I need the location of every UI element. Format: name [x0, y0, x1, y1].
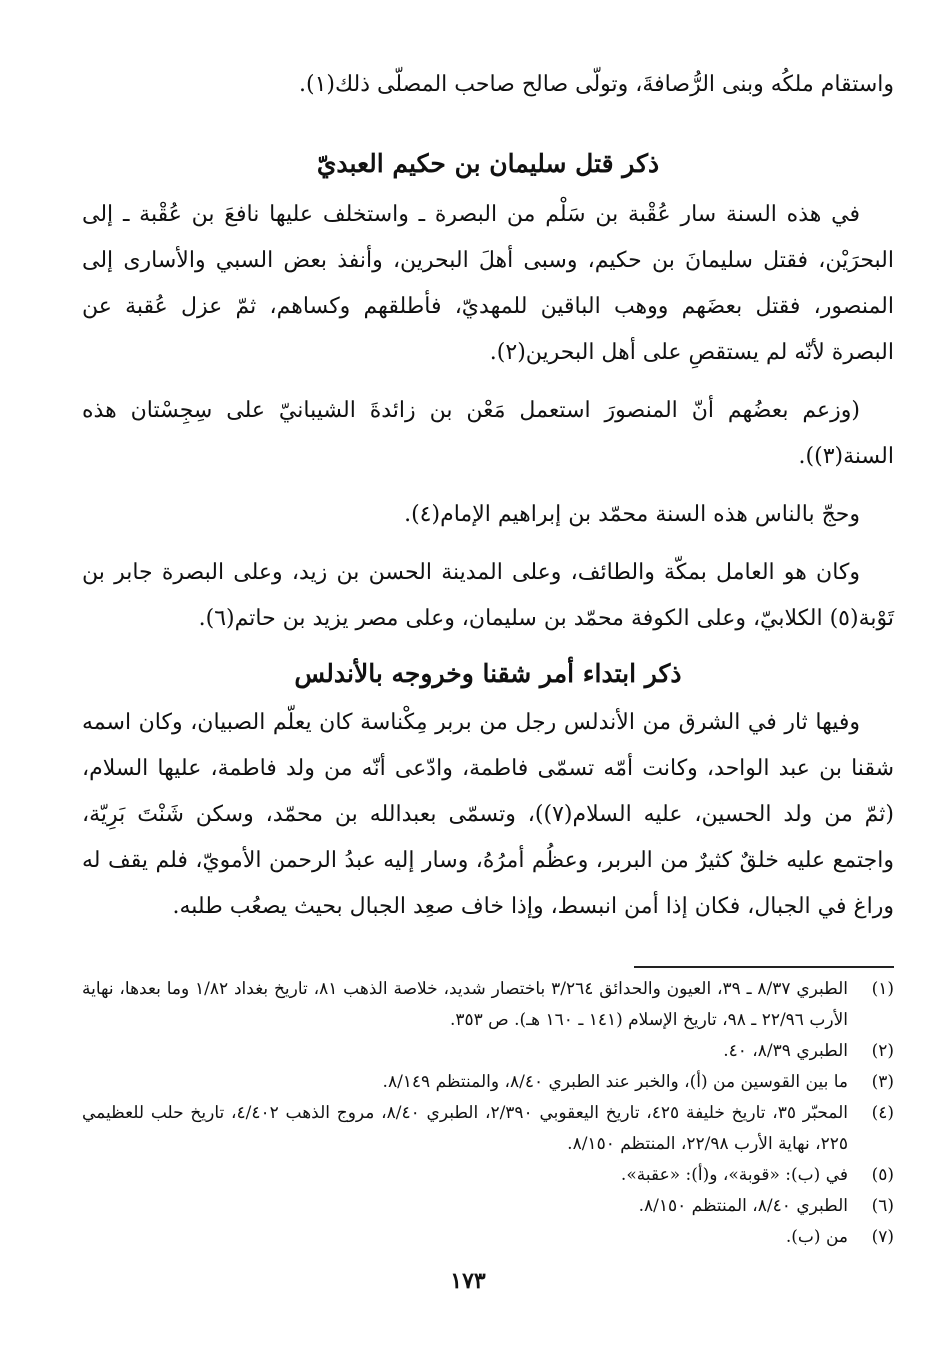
opening-line: واستقام ملكُه وبنى الرُّصافةَ، وتولّى صالح صاحب المصلّى ذلك(١). [299, 72, 894, 97]
footnote-item [82, 1098, 894, 1160]
footnote-text: في (ب): «قوبة»، و(أ): «عقبة». [620, 1165, 848, 1185]
footnote-number: (١) [871, 979, 894, 999]
footnote-number: (٤) [871, 1103, 894, 1123]
footnote-item [82, 1191, 894, 1222]
paragraph-shaqna: وفيها ثار في الشرق من الأندلس رجل من بربر مِكْناسة كان يعلّم الصبيان، وكان اسمه شقنا بن عبد الواحد، وكانت أمّه تسمّى فاطمة، وادّعى أنّه من ولد فاطمة، عليها السلام، (ثمّ من ولد الحسين، عليه السلام(٧))، وتسمّى بعبدالله بن محمّد، وسكن شَنْتَ بَرِيّة، واجتمع عليه خلقٌ كثيرٌ من البربر، وعظُم أمرُهُ، وسار إليه عبدُ الرحمن الأمويّ، فلم يقف له وراغ في الجبال، فكان إذا أمن انبسط، وإذا خاف صعِد الجبال بحيث يصعُب طلبه. [82, 710, 894, 919]
footnote-item [82, 1036, 894, 1067]
footnote-text: الطبري ٨/٤٠، المنتظم ٨/١٥٠. [638, 1196, 848, 1216]
paragraph-uqba: في هذه السنة سار عُقْبة بن سَلْم من البصرة ـ واستخلف عليها نافعَ بن عُقْبة ـ إلى البحرَيْن، فقتل سليمانَ بن حكيم، وسبى أهلَ البحرين، وأنفذ بعض السبي والأسارى إلى المنصور، فقتل بعضَهم ووهب الباقين للمهديّ، فأطلقهم وكساهم، ثمّ عزل عُقبة عن البصرة لأنّه لم يستقصِ على أهل البحرين(٢). [82, 202, 894, 365]
footnote-text: الطبري ٨/٣٧ ـ ٣٩، العيون والحدائق ٣/٢٦٤ باختصار شديد، خلاصة الذهب ٨١، تاريخ بغداد ١/٨٢ وما بعدها، نهاية الأرب ٢٢/٩٦ ـ ٩٨، تاريخ الإسلام (١٤١ ـ ١٦٠ هـ). ص ٣٥٣. [82, 979, 848, 1030]
page-number: ١٧٣ [450, 1268, 486, 1294]
page-body [82, 62, 894, 1253]
section-heading-shaqna: ذكر ابتداء أمر شقنا وخروجه بالأندلس [294, 659, 682, 688]
footnote-text: المحبّر ٣٥، تاريخ خليفة ٤٢٥، تاريخ اليعقوبي ٢/٣٩٠، الطبري ٨/٤٠، مروج الذهب ٤/٤٠٢، تاريخ حلب للعظيمي ٢٢٥، نهاية الأرب ٢٢/٩٨، المنتظم ٨/١٥٠. [82, 1103, 848, 1154]
footnote-item [82, 1160, 894, 1191]
footnote-text: ما بين القوسين من (أ)، والخبر عند الطبري ٨/٤٠، والمنتظم ٨/١٤٩. [382, 1072, 848, 1092]
footnote-number: (٦) [871, 1196, 894, 1216]
footnote-text: الطبري ٨/٣٩، ٤٠. [723, 1041, 848, 1061]
paragraph-hajj: وحجّ بالناس هذه السنة محمّد بن إبراهيم الإمام(٤). [404, 502, 860, 527]
footnote-item [82, 1222, 894, 1253]
footnote-item [82, 974, 894, 1036]
paragraph-governors: وكان هو العامل بمكّة والطائف، وعلى المدينة الحسن بن زيد، وعلى البصرة جابر بن تَوْبة(٥) الكلابيّ، وعلى الكوفة محمّد بن سليمان، وعلى مصر يزيد بن حاتم(٦). [82, 560, 894, 631]
footnote-text: من (ب). [785, 1227, 848, 1247]
footnotes [82, 974, 894, 1253]
footnote-number: (٥) [871, 1165, 894, 1185]
footnote-divider [634, 966, 894, 968]
footnote-number: (٢) [871, 1041, 894, 1061]
footnote-number: (٣) [871, 1072, 894, 1092]
paragraph-maan: (وزعم بعضُهم أنّ المنصورَ استعمل مَعْن بن زائدةَ الشيبانيّ على سِجِسْتان هذه السنة(٣)). [82, 398, 894, 469]
footnote-item [82, 1067, 894, 1098]
section-heading-suleiman: ذكر قتل سليمان بن حكيم العبديّ [316, 149, 660, 178]
footnote-number: (٧) [871, 1227, 894, 1247]
